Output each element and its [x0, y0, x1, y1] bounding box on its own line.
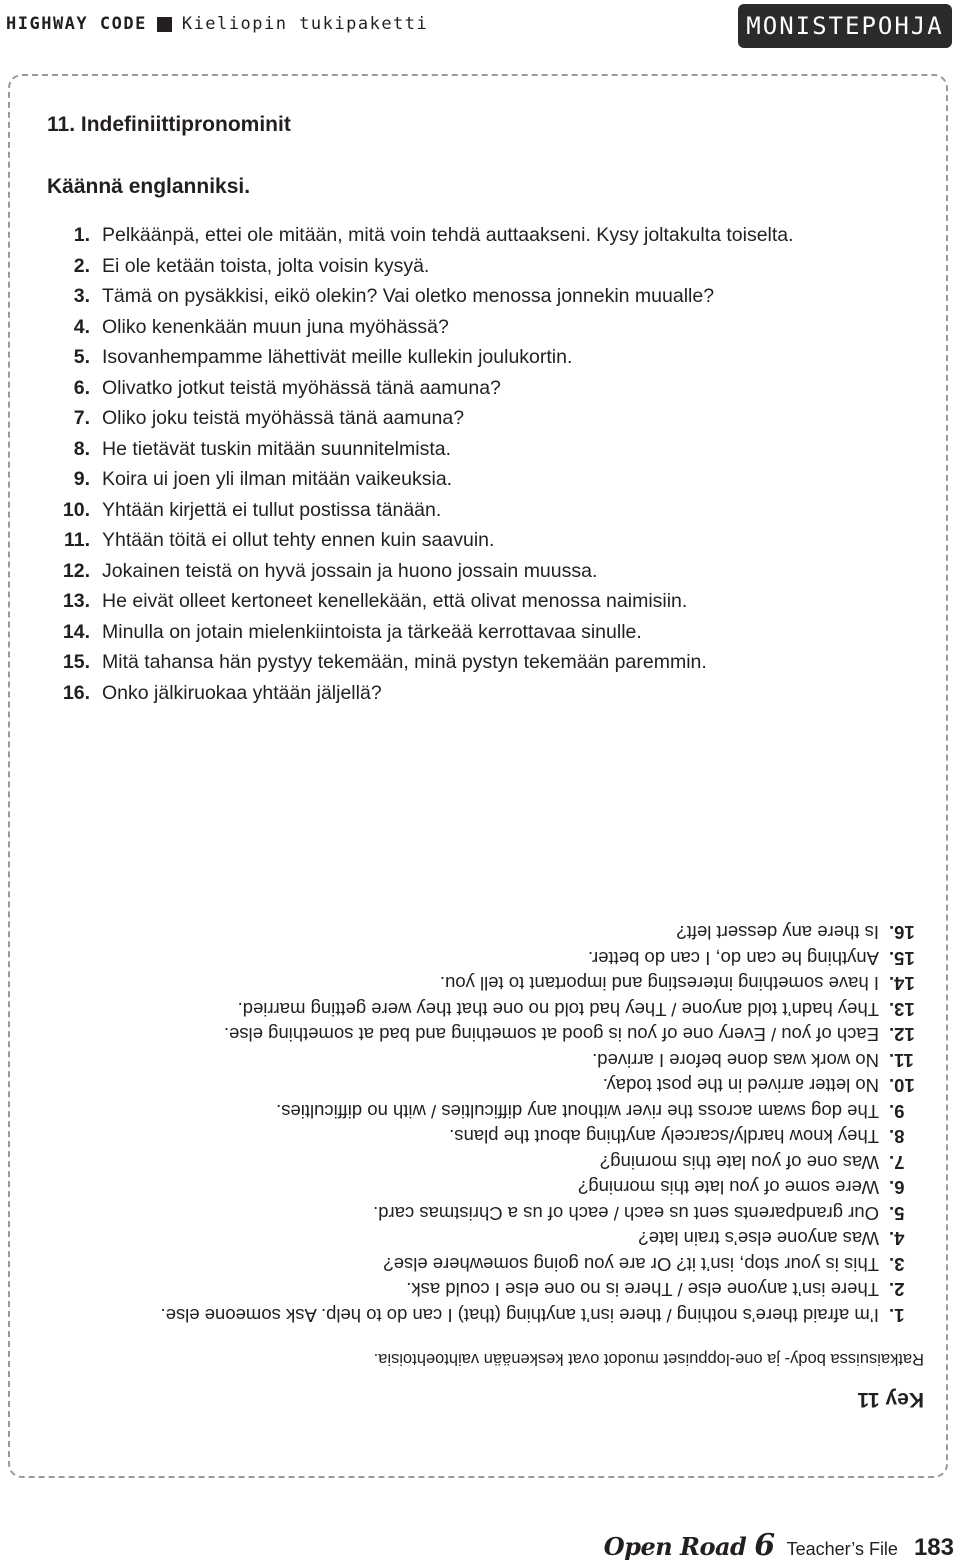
item-number: 15.	[62, 651, 90, 673]
list-item	[47, 403, 927, 434]
item-text: Isovanhempamme lähettivät meille kullekin joulukortin.	[102, 346, 573, 368]
item-text: I’m afraid there’s nothing / there isn’t anything (that) I can do to help. Ask someone else.	[160, 1305, 879, 1326]
item-number: 4.	[889, 1228, 905, 1250]
item-number: 2.	[73, 254, 90, 277]
item-text: Was anyone else’s train late?	[638, 1228, 879, 1250]
exercise-instruction: Käännä englanniksi.	[47, 175, 251, 198]
list-item	[44, 971, 924, 997]
item-text: No work was done before I arrived.	[592, 1050, 879, 1071]
list-item	[44, 1201, 924, 1227]
logo-text: Open Road	[603, 1532, 747, 1561]
item-text: Ei ole ketään toista, jolta voisin kysyä.	[102, 254, 430, 277]
list-item	[44, 1303, 924, 1329]
item-number: 9.	[889, 1101, 905, 1122]
exercise-title: 11. Indefiniittipronominit	[47, 113, 291, 136]
item-text: Each of you / Every one of you is good at something and bad at something else.	[223, 1024, 879, 1046]
item-number: 16.	[889, 922, 915, 944]
list-item	[44, 1022, 924, 1048]
list-item	[47, 495, 927, 526]
list-item	[47, 556, 927, 587]
list-item	[44, 1175, 924, 1201]
item-text: I have something interesting and important to tell you.	[439, 973, 879, 995]
item-text: Pelkäänpä, ettei ole mitään, mitä voin tehdä auttaakseni. Kysy joltakulta toiselta.	[102, 224, 794, 246]
open-road-logo	[604, 1528, 775, 1563]
item-number: 10.	[889, 1075, 915, 1097]
item-number: 10.	[62, 498, 90, 521]
item-text: Our grandparents sent us each / each of us a Christmas card.	[373, 1203, 879, 1224]
list-item	[44, 1252, 924, 1278]
item-number: 5.	[889, 1203, 905, 1224]
item-text: Was one of you late this morning?	[599, 1152, 879, 1173]
square-bullet-icon	[157, 17, 172, 32]
list-item	[44, 946, 924, 972]
key-note: Ratkaisuissa body- ja one-loppuiset muodot ovat keskenään vaihtoehtoisia.	[373, 1350, 924, 1368]
exercise-section	[47, 110, 927, 708]
item-number: 4.	[73, 315, 90, 338]
item-number: 11.	[63, 529, 90, 551]
item-number: 5.	[73, 346, 90, 368]
list-item	[47, 617, 927, 648]
footer-label: Teacher’s File	[786, 1539, 898, 1559]
item-text: Oliko kenenkään muun juna myöhässä?	[102, 315, 449, 338]
item-text: They know hardly/scarcely anything about the plans.	[449, 1126, 879, 1148]
list-item	[44, 1277, 924, 1303]
item-text: They hadn’t told anyone / They had told no one that they were getting married.	[237, 999, 879, 1020]
answer-key-upside-down	[44, 920, 924, 1430]
list-item	[44, 1073, 924, 1099]
list-item	[44, 997, 924, 1023]
item-text: Jokainen teistä on hyvä jossain ja huono jossain muussa.	[102, 559, 598, 582]
item-number: 8.	[73, 437, 90, 460]
item-text: Olivatko jotkut teistä myöhässä tänä aamuna?	[102, 376, 501, 399]
item-text: Koira ui joen yli ilman mitään vaikeuksia.	[102, 468, 453, 490]
list-item	[47, 464, 927, 495]
list-item	[44, 920, 924, 946]
list-item	[44, 1124, 924, 1150]
list-item	[47, 342, 927, 373]
item-text: This is your stop, isn’t it? Or are you going somewhere else?	[383, 1254, 879, 1275]
list-item	[47, 281, 927, 312]
list-item	[44, 1099, 924, 1125]
item-number: 8.	[889, 1126, 905, 1148]
list-item	[47, 586, 927, 617]
list-item	[47, 251, 927, 282]
list-item	[47, 312, 927, 343]
item-number: 12.	[889, 1024, 915, 1046]
item-number: 13.	[62, 590, 90, 612]
item-number: 3.	[889, 1254, 905, 1275]
item-number: 6.	[73, 376, 90, 399]
item-text: Is there any dessert left?	[676, 922, 879, 944]
item-text: Tämä on pysäkkisi, eikö olekin? Vai oletko menossa jonnekin muualle?	[102, 285, 715, 307]
list-item	[47, 373, 927, 404]
item-number: 1.	[889, 1305, 905, 1326]
item-number: 16.	[62, 681, 90, 704]
item-text: Yhtään töitä ei ollut tehty ennen kuin saavuin.	[102, 529, 495, 551]
list-item	[44, 1048, 924, 1074]
item-text: Minulla on jotain mielenkiintoista ja tärkeää kerrottavaa sinulle.	[102, 620, 642, 643]
item-number: 11.	[889, 1050, 914, 1071]
list-item	[47, 678, 927, 709]
item-text: No letter arrived in the post today.	[602, 1075, 879, 1097]
brand-name: HIGHWAY CODE	[6, 14, 147, 34]
item-number: 15.	[889, 948, 915, 969]
logo-number: 6	[754, 1528, 775, 1563]
item-number: 14.	[62, 620, 90, 643]
exercise-list	[47, 220, 927, 708]
header-left	[6, 14, 428, 34]
item-number: 7.	[73, 407, 90, 429]
item-number: 1.	[73, 224, 90, 246]
item-text: There isn’t anyone else / There is no one else I could ask.	[406, 1279, 879, 1301]
item-text: Mitä tahansa hän pystyy tekemään, minä pystyn tekemään paremmin.	[102, 651, 707, 673]
header-subtitle: Kieliopin tukipaketti	[181, 14, 429, 34]
list-item	[47, 525, 927, 556]
list-item	[47, 434, 927, 465]
list-item	[44, 1150, 924, 1176]
page-number: 183	[913, 1534, 954, 1561]
item-number: 9.	[73, 468, 90, 490]
item-text: Anything he can do, I can do better.	[587, 948, 879, 969]
worksheet-badge: MONISTEPOHJA	[738, 4, 952, 48]
list-item	[47, 647, 927, 678]
item-text: He eivät olleet kertoneet kenellekään, että olivat menossa naimisiin.	[102, 590, 688, 612]
item-text: He tietävät tuskin mitään suunnitelmista.	[102, 437, 452, 460]
item-number: 6.	[889, 1177, 905, 1199]
list-item	[44, 1226, 924, 1252]
key-list	[44, 920, 924, 1328]
item-text: Onko jälkiruokaa yhtään jäljellä?	[102, 681, 382, 704]
item-text: Were some of you late this morning?	[578, 1177, 879, 1199]
list-item	[47, 220, 927, 251]
item-text: The dog swam across the river without any difficulties / with no difficulties.	[276, 1101, 879, 1122]
key-title: Key 11	[857, 1388, 924, 1411]
item-number: 13.	[889, 999, 915, 1020]
item-number: 3.	[73, 285, 90, 307]
item-number: 14.	[889, 973, 915, 995]
item-number: 12.	[62, 559, 90, 582]
item-text: Yhtään kirjettä ei tullut postissa tänään.	[102, 498, 442, 521]
item-text: Oliko joku teistä myöhässä tänä aamuna?	[102, 407, 465, 429]
page-footer	[604, 1528, 954, 1563]
item-number: 2.	[889, 1279, 905, 1301]
item-number: 7.	[889, 1152, 905, 1173]
